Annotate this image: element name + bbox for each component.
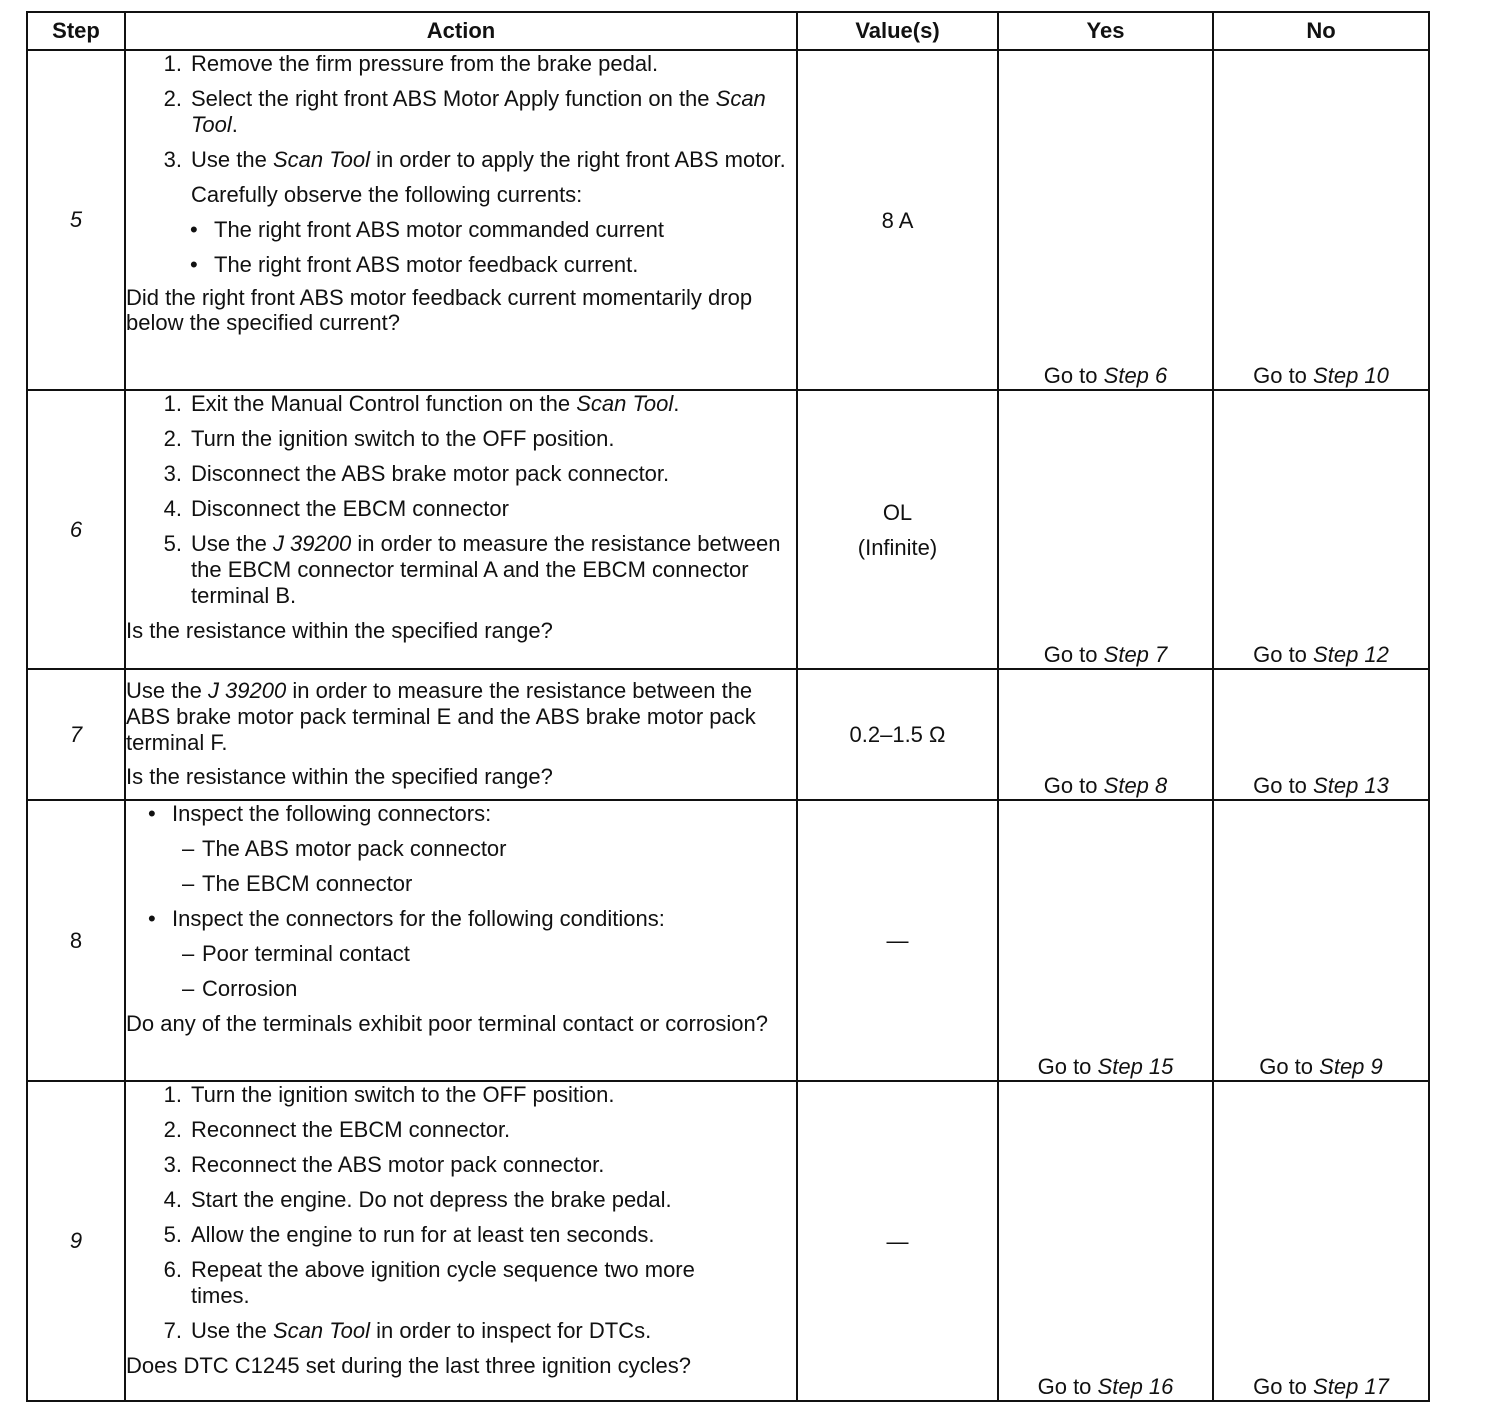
action-cell bbox=[125, 50, 797, 390]
list-item: 2. Select the right front ABS Motor Apply function on the Scan Tool. bbox=[163, 86, 766, 137]
list-item: 3. Use the Scan Tool in order to apply the right front ABS motor. bbox=[163, 147, 786, 172]
step-number: 6 bbox=[27, 390, 125, 669]
header-step: Step bbox=[27, 12, 125, 50]
no-cell: Go to Step 10 bbox=[1213, 50, 1429, 390]
header-no: No bbox=[1213, 12, 1429, 50]
no-cell: Go to Step 17 bbox=[1213, 1081, 1429, 1401]
list-item: 4. Start the engine. Do not depress the brake pedal. bbox=[163, 1187, 672, 1212]
bullet-item: • Inspect the connectors for the following conditions: bbox=[148, 906, 665, 931]
yes-cell: Go to Step 6 bbox=[998, 50, 1213, 390]
step-number: 5 bbox=[27, 50, 125, 390]
table-row-step-5 bbox=[27, 50, 1429, 390]
header-action: Action bbox=[125, 12, 797, 50]
list-item: 1. Remove the firm pressure from the brake pedal. bbox=[163, 51, 659, 76]
value-cell: OL (Infinite) bbox=[797, 390, 998, 669]
table-row-step-9 bbox=[27, 1081, 1429, 1401]
sub-item: – Corrosion bbox=[182, 976, 298, 1001]
diagnostic-table bbox=[26, 11, 1430, 1402]
list-item: 2. Reconnect the EBCM connector. bbox=[163, 1117, 511, 1142]
step-number: 9 bbox=[27, 1081, 125, 1401]
no-cell: Go to Step 9 bbox=[1213, 800, 1429, 1081]
question-text: Do any of the terminals exhibit poor terminal contact or corrosion? bbox=[126, 1011, 768, 1036]
action-cell bbox=[125, 669, 797, 800]
yes-cell: Go to Step 16 bbox=[998, 1081, 1213, 1401]
list-item: 7. Use the Scan Tool in order to inspect for DTCs. bbox=[163, 1318, 652, 1343]
question-text: Is the resistance within the specified range? bbox=[126, 764, 553, 789]
action-cell bbox=[125, 390, 797, 669]
bullet-item: • Inspect the following connectors: bbox=[148, 801, 492, 826]
list-item: 3. Reconnect the ABS motor pack connector. bbox=[163, 1152, 605, 1177]
table-row-step-6 bbox=[27, 390, 1429, 669]
action-cell bbox=[125, 1081, 797, 1401]
list-item: 4. Disconnect the EBCM connector bbox=[163, 496, 509, 521]
sub-item: – The EBCM connector bbox=[182, 871, 413, 896]
action-text: Use the J 39200 in order to measure the resistance between the ABS brake motor pack terminal E and the ABS brake motor pack terminal F. bbox=[126, 678, 756, 755]
yes-cell: Go to Step 7 bbox=[998, 390, 1213, 669]
question-text: Is the resistance within the specified range? bbox=[126, 618, 553, 643]
sub-item: – Poor terminal contact bbox=[182, 941, 410, 966]
step-number: 7 bbox=[27, 669, 125, 800]
bullet-item: • The right front ABS motor feedback current. bbox=[190, 252, 639, 277]
list-item: 5. Allow the engine to run for at least ten seconds. bbox=[163, 1222, 655, 1247]
question-text: Does DTC C1245 set during the last three ignition cycles? bbox=[126, 1353, 691, 1378]
bullet-item: • The right front ABS motor commanded current bbox=[190, 217, 664, 242]
list-item: 3. Disconnect the ABS brake motor pack connector. bbox=[163, 461, 670, 486]
list-item: 1. Exit the Manual Control function on the Scan Tool. bbox=[163, 391, 680, 416]
yes-cell: Go to Step 15 bbox=[998, 800, 1213, 1081]
table-row-step-7 bbox=[27, 669, 1429, 800]
step-number: 8 bbox=[27, 800, 125, 1081]
value-cell: — bbox=[797, 1081, 998, 1401]
value-cell: 0.2–1.5 Ω bbox=[797, 669, 998, 800]
header-yes: Yes bbox=[998, 12, 1213, 50]
question-text: Did the right front ABS motor feedback current momentarily drop below the specified current? bbox=[126, 285, 753, 335]
value-cell: — bbox=[797, 800, 998, 1081]
list-item: 6. Repeat the above ignition cycle sequence two more times. bbox=[163, 1257, 695, 1308]
list-item: 1. Turn the ignition switch to the OFF position. bbox=[163, 1082, 615, 1107]
list-item: 5. Use the J 39200 in order to measure the resistance between the EBCM connector terminal A and the EBCM connector terminal B. bbox=[163, 531, 781, 608]
header-values: Value(s) bbox=[797, 12, 998, 50]
list-item: 2. Turn the ignition switch to the OFF position. bbox=[163, 426, 615, 451]
no-cell: Go to Step 13 bbox=[1213, 669, 1429, 800]
header-row bbox=[27, 12, 1429, 50]
sub-item: – The ABS motor pack connector bbox=[182, 836, 507, 861]
yes-cell: Go to Step 8 bbox=[998, 669, 1213, 800]
table-row-step-8 bbox=[27, 800, 1429, 1081]
note-text: Carefully observe the following currents: bbox=[191, 182, 583, 207]
value-cell: 8 A bbox=[797, 50, 998, 390]
no-cell: Go to Step 12 bbox=[1213, 390, 1429, 669]
action-cell bbox=[125, 800, 797, 1081]
